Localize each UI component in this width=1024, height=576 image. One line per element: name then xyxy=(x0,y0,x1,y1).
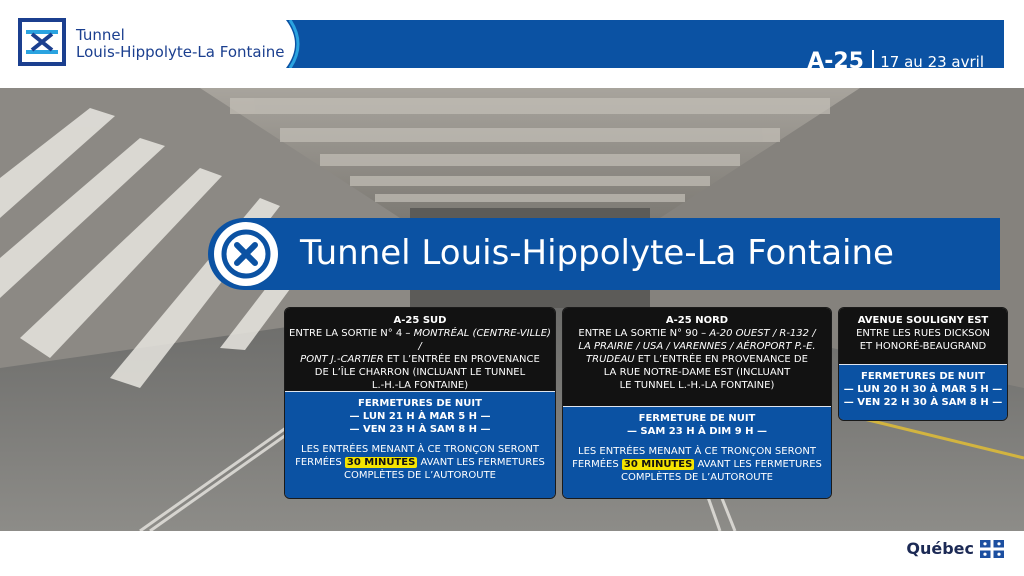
date-range: 17 au 23 avril xyxy=(880,53,984,71)
note-line: LES ENTRÉES MENANT À CE TRONÇON SERONT xyxy=(301,444,539,455)
desc-text: ENTRE LA SORTIE N° 4 – xyxy=(289,328,414,339)
closure-card-souligny xyxy=(838,307,1008,421)
note-line: LES ENTRÉES MENANT À CE TRONÇON SERONT xyxy=(578,446,816,457)
card-desc-line xyxy=(567,327,827,340)
desc-italic: MONTRÉAL (CENTRE-VILLE) / xyxy=(413,328,551,352)
card-desc-line: ET HONORÉ-BEAUGRAND xyxy=(859,341,987,352)
card-description xyxy=(839,308,1007,364)
card-desc-line: LA RUE NOTRE-DAME EST (INCLUANT xyxy=(603,367,791,378)
closure-time: — LUN 21 H À MAR 5 H — xyxy=(349,411,491,422)
footer xyxy=(0,531,1024,576)
brand-line-1: Tunnel xyxy=(76,26,125,44)
note-line: COMPLÈTES DE L’AUTOROUTE xyxy=(343,470,496,481)
header xyxy=(0,0,1024,88)
closure-time: — SAM 23 H À DIM 9 H — xyxy=(626,426,768,437)
note-text: AVANT LES FERMETURES xyxy=(694,459,822,470)
closure-time: — VEN 23 H À SAM 8 H — xyxy=(349,424,491,435)
closed-badge xyxy=(214,222,278,286)
brand-line-2: Louis-Hippolyte-La Fontaine xyxy=(76,43,285,61)
desc-italic: PONT J.-CARTIER xyxy=(300,354,384,365)
highlight-badge: 30 MINUTES xyxy=(623,459,693,470)
card-desc-line: LE TUNNEL L.-H.-LA FONTAINE) xyxy=(619,380,775,391)
closure-card-a25-nord xyxy=(562,307,832,499)
highlight-badge: 30 MINUTES xyxy=(346,457,416,468)
header-bar xyxy=(300,20,1004,74)
closure-card-a25-sud xyxy=(284,307,556,499)
note-line xyxy=(289,456,551,469)
card-desc-line: LA PRAIRIE / USA / VARENNES / AÉROPORT P.-E. xyxy=(578,341,816,352)
closure-title: FERMETURES DE NUIT xyxy=(861,371,985,382)
quebec-wordmark: Québec xyxy=(906,539,974,558)
note-text: FERMÉES xyxy=(295,457,345,468)
card-desc-line xyxy=(567,353,827,366)
note-text: AVANT LES FERMETURES xyxy=(417,457,545,468)
card-heading: A-25 SUD xyxy=(393,315,447,326)
card-description xyxy=(285,308,555,391)
card-closures xyxy=(563,406,831,498)
card-desc-line: ENTRE LES RUES DICKSON xyxy=(856,328,990,339)
closure-title: FERMETURE DE NUIT xyxy=(638,413,756,424)
desc-text: ENTRE LA SORTIE N° 90 – xyxy=(578,328,710,339)
desc-text: ET L’ENTRÉE EN PROVENANCE DE xyxy=(634,354,808,365)
closure-title: FERMETURES DE NUIT xyxy=(358,398,482,409)
card-desc-line: DE L’ÎLE CHARRON (INCLUANT LE TUNNEL xyxy=(314,367,526,378)
closure-time: — LUN 20 H 30 À MAR 5 H — xyxy=(843,384,1003,395)
desc-italic: A-20 OUEST / R-132 / xyxy=(709,328,816,339)
closure-time: — VEN 22 H 30 À SAM 8 H — xyxy=(843,397,1003,408)
card-desc-line: L.-H.-LA FONTAINE) xyxy=(371,380,469,391)
desc-italic: TRUDEAU xyxy=(586,354,635,365)
page-title: Tunnel Louis-Hippolyte-La Fontaine xyxy=(300,233,894,273)
card-heading: A-25 NORD xyxy=(665,315,729,326)
card-description xyxy=(563,308,831,406)
desc-text: ET L’ENTRÉE EN PROVENANCE xyxy=(383,354,540,365)
card-desc-line xyxy=(289,327,551,353)
header-separator xyxy=(872,50,874,76)
card-closures xyxy=(839,364,1007,420)
note-line: COMPLÈTES DE L’AUTOROUTE xyxy=(620,472,773,483)
card-closures xyxy=(285,391,555,498)
highway-label: A-25 xyxy=(807,49,864,74)
tunnel-logo-icon xyxy=(18,18,66,66)
quebec-flag-icon xyxy=(980,540,1004,558)
note-line xyxy=(567,458,827,471)
card-desc-line xyxy=(289,353,551,366)
brand-name xyxy=(76,27,284,61)
card-heading: AVENUE SOULIGNY EST xyxy=(857,315,989,326)
note-text: FERMÉES xyxy=(572,459,622,470)
close-x-icon xyxy=(214,222,278,286)
